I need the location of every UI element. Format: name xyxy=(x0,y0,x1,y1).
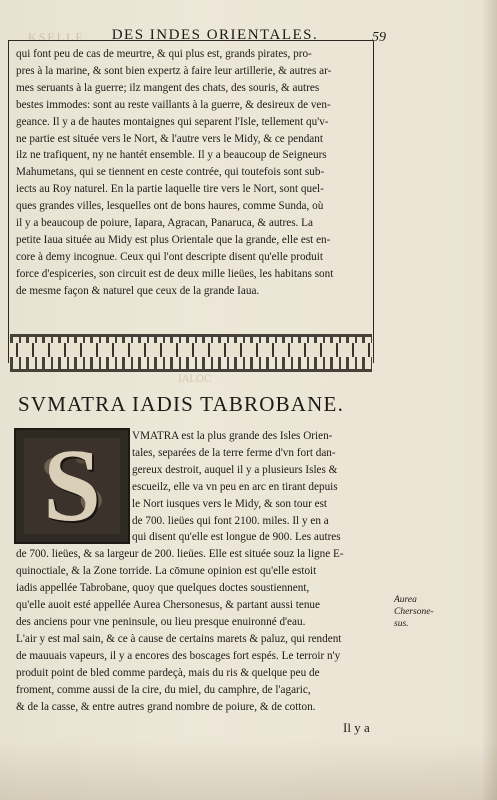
text-line: iects au Roy naturel. En la partie laquelle tire vers le Nort, sont quel- xyxy=(16,183,324,196)
text-line: pres à la marine, & sont bien expertz à faire leur artillerie, & autres ar- xyxy=(16,64,332,77)
text-line: ilz ne trafiquent, ny ne hantét ensemble. Il y a beaucoup de Seigneurs xyxy=(16,149,327,162)
text-line: produit point de bled comme pardeçà, mais du ris & quelque peu de xyxy=(16,666,320,679)
text-line: de 700. lieües, & sa largeur de 200. lieües. Elle est située souz la ligne E- xyxy=(16,548,344,561)
text-line: petite Iaua située au Midy est plus Orientale que la grande, elle est en- xyxy=(16,233,331,246)
text-line: ne partie est située vers le Nort, & l'autre vers le Midy, & ce pendant xyxy=(16,132,323,145)
text-line: VMATRA est la plus grande des Isles Orien- xyxy=(132,430,333,442)
text-line: escueilz, elle va vn peu en arc en tirant depuis xyxy=(132,480,338,493)
text-line: qui disent qu'elle est longue de 900. Les autres xyxy=(132,531,341,544)
running-head: DES INDES ORIENTALES. xyxy=(111,27,319,43)
text-line: il y a beaucoup de poiure, Iapara, Agracan, Panaruca, & autres. La xyxy=(16,217,313,230)
bleed-through-text: IALOC xyxy=(178,374,212,385)
text-line: qu'elle auoit esté appellée Aurea Chersonesus, & partant aussi tenue xyxy=(16,599,320,612)
text-line: tales, separées de la terre ferme d'vn fort dan- xyxy=(132,446,336,459)
bleed-through-text: KSELLE xyxy=(28,30,85,44)
text-line: force d'espiceries, son circuit est de deux mille lieües, les habitans sont xyxy=(16,267,334,280)
text-line: mes seruants à la guerre; ilz mangent des chats, des souris, & autres xyxy=(16,81,320,94)
ornamental-band-pattern xyxy=(10,343,372,357)
text-line: des anciens pour vne peninsule, ou lieu presque enuironné d'eau. xyxy=(16,615,306,628)
page-number: 59 xyxy=(372,30,386,45)
text-line: de mauuais vapeurs, il y a encores des boscages fort espés. Le terroir n'y xyxy=(16,649,341,662)
initial-letter: S xyxy=(43,428,101,543)
body-paragraph xyxy=(16,428,368,715)
top-paragraph xyxy=(16,46,368,300)
margin-note-line: Chersone- xyxy=(394,607,434,617)
margin-note xyxy=(394,594,466,630)
text-line: gereux destroit, auquel il y a plusieurs Isles & xyxy=(132,463,338,476)
text-line: core à demy incognue. Ceux qui l'ont descripte disent qu'elle produit xyxy=(16,250,323,263)
text-line: & de la casse, & entre autres grand nombre de poiure, & de cotton. xyxy=(16,700,316,713)
text-line: Mahumetans, qui se tiennent en ceste contrée, qui toutefois sont sub- xyxy=(16,166,325,179)
text-line: bestes immodes: sont au reste vaillants à la guerre, & desireux de ven- xyxy=(16,98,331,111)
text-line: le Nort iusques vers le Midy, & son tour est xyxy=(132,497,328,510)
page-shadow xyxy=(0,740,497,800)
text-line: geance. Il y a de hautes montaignes qui separent l'Isle, tellement qu'v- xyxy=(16,115,329,128)
text-line: L'air y est mal sain, & ce à cause de certains marets & paluz, qui rendent xyxy=(16,632,342,645)
text-line: ques grandes villes, lesquelles ont de bons haures, comme Sunda, où xyxy=(16,200,324,213)
text-line: qui font peu de cas de meurtre, & qui plus est, grands pirates, pro- xyxy=(16,48,312,60)
text-line: quinoctiale, & la Zone torride. La cōmune opinion est qu'elle estoit xyxy=(16,565,317,578)
catchword: Il y a xyxy=(343,720,370,735)
text-line: froment, comme aussi de la cire, du miel, du camphre, de l'agaric, xyxy=(16,683,311,696)
margin-note-line: sus. xyxy=(394,619,409,629)
page-edge xyxy=(483,0,497,800)
text-line: iadis appellée Tabrobane, quoy que quelques doctes soustiennent, xyxy=(16,582,310,595)
margin-note-line: Aurea xyxy=(394,595,417,605)
text-line: de 700. lieües qui font 2100. miles. Il y en a xyxy=(132,514,329,527)
text-line: de mesme façon & naturel que ceux de la grande Iaua. xyxy=(16,284,260,297)
section-title: SVMATRA IADIS TABROBANE. xyxy=(18,392,345,416)
